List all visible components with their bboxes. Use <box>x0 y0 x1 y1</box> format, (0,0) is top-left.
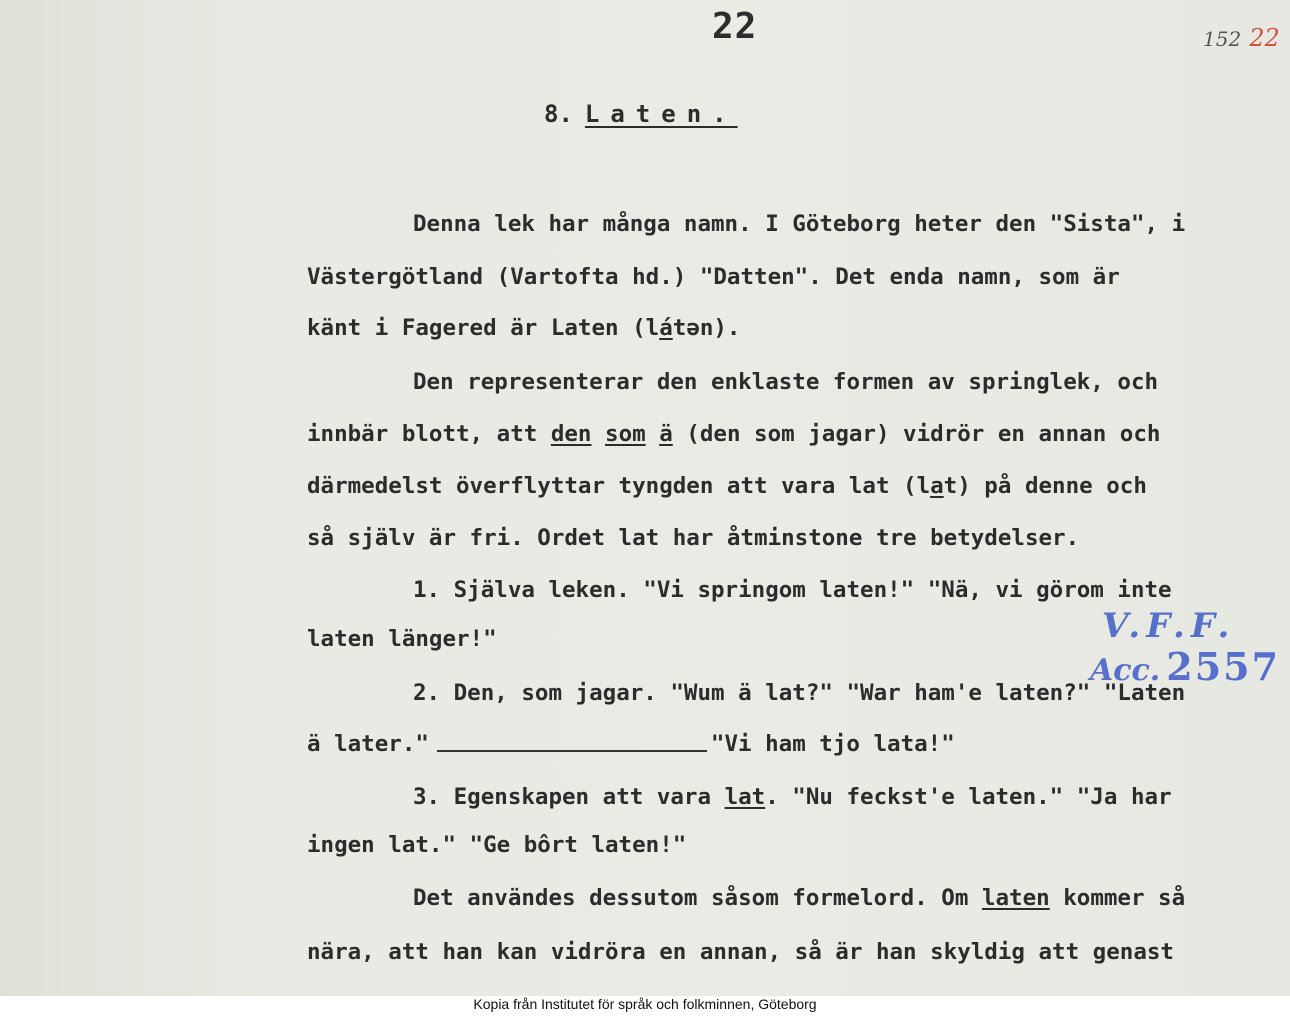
text-run <box>646 421 660 447</box>
text-run-underlined: laten <box>981 885 1050 911</box>
text-run: innbär blott, att <box>307 421 551 447</box>
archive-stamp <box>1086 606 1281 696</box>
text-run-underlined: a <box>930 473 944 499</box>
text-run: "Vi ham tjo lata!" <box>710 731 955 757</box>
text-run-underlined: ä <box>659 421 673 447</box>
section-heading <box>544 100 738 128</box>
text-run: känt i Fagered är Laten (l <box>307 315 660 341</box>
footer-text: Kopia från Institutet för språk och folkminnen, Göteborg <box>473 996 817 1012</box>
text-run-underlined: som <box>605 421 646 447</box>
text-line <box>307 421 1160 447</box>
text-line: så själv är fri. Ordet lat har åtminstone tre betydelser. <box>307 525 1080 551</box>
text-run: t) på denne och <box>943 473 1147 499</box>
text-run: . "Nu feckst'e laten." "Ja har <box>765 784 1172 810</box>
text-line: laten länger!" <box>307 626 497 652</box>
text-line <box>307 473 1147 499</box>
text-line: ingen lat." "Ge bôrt laten!" <box>307 832 687 858</box>
text-line: Den representerar den enklaste formen av springlek, och <box>413 369 1159 395</box>
text-run: ä later." <box>307 731 429 757</box>
text-run: 3. Egenskapen att vara <box>413 784 725 810</box>
blank-line <box>437 750 707 752</box>
text-line: 1. Själva leken. "Vi springom laten!" "Nä, vi görom inte <box>413 577 1172 603</box>
section-number: 8. <box>544 100 573 128</box>
text-run: tən). <box>672 315 741 341</box>
archive-mark-red: 22 <box>1249 24 1280 52</box>
text-line <box>413 784 1172 810</box>
text-run: kommer så <box>1049 885 1186 911</box>
archive-mark-pencil: 152 <box>1203 27 1242 51</box>
archive-mark <box>1203 24 1280 52</box>
text-run-underlined: á <box>659 315 673 341</box>
text-line: Denna lek har många namn. I Göteborg heter den "Sista", i <box>413 211 1186 237</box>
text-run: (den som jagar) vidrör en annan och <box>672 421 1161 447</box>
text-line: Västergötland (Vartofta hd.) "Datten". Det enda namn, som är <box>307 264 1120 290</box>
text-line: nära, att han kan vidröra en annan, så är han skyldig att genast <box>307 939 1174 965</box>
text-line <box>307 731 955 757</box>
text-run-underlined: lat <box>724 784 766 810</box>
text-run: därmedelst överflyttar tyngden att vara lat (l <box>307 473 931 499</box>
section-title: Laten. <box>584 100 738 128</box>
stamp-number: 2557 <box>1166 644 1281 689</box>
page-number: 22 <box>712 6 758 47</box>
text-line <box>307 315 740 341</box>
text-line <box>413 885 1185 911</box>
stamp-acc: Acc. <box>1090 653 1161 688</box>
stamp-line-2 <box>1090 644 1280 689</box>
text-run: Det användes dessutom såsom formelord. Om <box>413 885 982 911</box>
text-line: 2. Den, som jagar. "Wum ä lat?" "War ham'e laten?" "Laten <box>413 680 1186 706</box>
footer-bar <box>0 996 1290 1025</box>
text-run-underlined: den <box>550 421 592 447</box>
text-run <box>591 421 605 447</box>
stamp-line-1: V.F.F. <box>1102 606 1236 646</box>
